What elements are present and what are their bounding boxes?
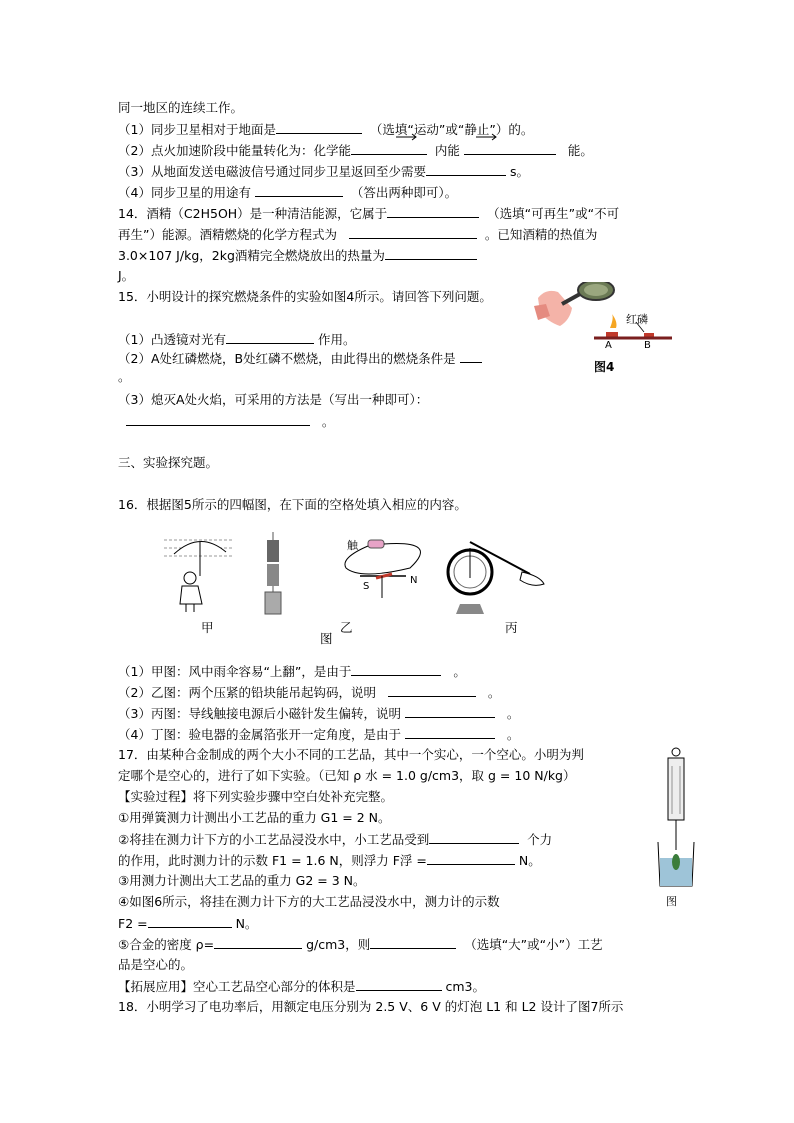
fig5-caption: 图 xyxy=(320,631,333,646)
fig4-red-phosphorus: 红磷 xyxy=(626,313,648,326)
answer-blank[interactable] xyxy=(351,142,427,155)
fig5-jia-label: 甲 xyxy=(201,620,214,635)
answer-blank[interactable] xyxy=(351,663,441,676)
q13-part1: （1）同步卫星相对于地面是 （选填“运动”或“静止”）的。 xyxy=(118,122,534,137)
answer-blank[interactable] xyxy=(214,936,302,949)
fig5-touch-label: 触 xyxy=(347,539,358,552)
q18-line1: 18．小明学习了电功率后，用额定电压分别为 2.5 V、6 V 的灯泡 L1 和 L2 设计了图7所示 xyxy=(118,999,624,1014)
q16-part2: （2）乙图：两个压紧的铅块能吊起钩码，说明 。 xyxy=(118,685,501,700)
fig5-yi-label: 乙 xyxy=(340,620,353,635)
answer-blank[interactable] xyxy=(426,163,506,176)
q15-part1: （1）凸透镜对光有 作用。 xyxy=(118,332,356,347)
answer-blank[interactable] xyxy=(460,350,482,363)
q17-step5: ⑤合金的密度 ρ= g/cm3，则 （选填“大”或“小”）工艺 xyxy=(118,937,603,952)
answer-blank[interactable] xyxy=(405,705,495,718)
fig5-bing-label: 丙 xyxy=(505,620,518,635)
q14-line1: 14．酒精（C2H5OH）是一种清洁能源，它属于 （选填“可再生”或“不可 xyxy=(118,206,620,221)
q13-part4: （4）同步卫星的用途有 （答出两种即可）。 xyxy=(118,185,458,200)
fig4-label-b: B xyxy=(644,340,651,351)
q15-part2: （2）A处红磷燃烧，B处红磷不燃烧，由此得出的燃烧条件是 xyxy=(118,350,482,367)
figure-6-spring-scale xyxy=(656,746,696,892)
lead-blocks-figure xyxy=(265,532,281,614)
q16-part4: （4）丁图：验电器的金属箔张开一定角度，是由于 。 xyxy=(118,727,520,742)
answer-blank[interactable] xyxy=(349,226,477,239)
q13-part2: （2）点火加速阶段中能量转化为：化学能 内能 能。 xyxy=(118,143,593,158)
q17-step1: ①用弹簧测力计测出小工艺品的重力 G1 = 2 N。 xyxy=(118,810,391,825)
q17-line3: 【实验过程】将下列实验步骤中空白处补充完整。 xyxy=(118,789,394,804)
q15-part3-answer: 。 xyxy=(126,413,334,430)
q17-step3: ③用测力计测出大工艺品的重力 G2 = 3 N。 xyxy=(118,873,366,888)
fig5-s-label: S xyxy=(363,581,370,592)
answer-blank[interactable] xyxy=(429,831,519,844)
arrow-decorations xyxy=(396,131,516,143)
answer-blank[interactable] xyxy=(464,142,556,155)
q17-step2b: 的作用，此时测力计的示数 F1 = 1.6 N，则浮力 F浮 = N。 xyxy=(118,853,541,868)
answer-blank[interactable] xyxy=(226,331,314,344)
q16-part1: （1）甲图：风中雨伞容易“上翻”，是由于 。 xyxy=(118,664,466,679)
answer-blank[interactable] xyxy=(148,915,232,928)
electroscope-figure xyxy=(448,542,544,614)
answer-blank[interactable] xyxy=(126,413,310,426)
answer-blank[interactable] xyxy=(385,247,477,260)
fig6-caption: 图 xyxy=(666,895,677,908)
answer-blank[interactable] xyxy=(370,936,456,949)
fig4-label-a: A xyxy=(605,340,612,351)
flame-icon xyxy=(610,314,617,328)
q15-part2-end: 。 xyxy=(118,369,131,384)
q17-step5b: 品是空心的。 xyxy=(118,957,194,972)
q15-title: 15．小明设计的探究燃烧条件的实验如图4所示。请回答下列问题。 xyxy=(118,289,492,304)
answer-blank[interactable] xyxy=(387,205,479,218)
fig4-caption: 图4 xyxy=(594,360,615,374)
q13-part3: （3）从地面发送电磁波信号通过同步卫星返回至少需要 s。 xyxy=(118,164,529,179)
answer-blank[interactable] xyxy=(388,684,476,697)
section-3-title: 三、实验探究题。 xyxy=(118,455,219,470)
q16-title: 16．根据图5所示的四幅图，在下面的空格处填入相应的内容。 xyxy=(118,497,467,512)
answer-blank[interactable] xyxy=(255,184,343,197)
q15-part3: （3）熄灭A处火焰，可采用的方法是（写出一种即可）： xyxy=(118,392,429,407)
q17-step4b: F2 = N。 xyxy=(118,916,258,931)
q17-step4: ④如图6所示，将挂在测力计下方的大工艺品浸没水中，测力计的示数 xyxy=(118,894,500,909)
answer-blank[interactable] xyxy=(276,121,362,134)
fig5-n-label: N xyxy=(410,575,418,586)
q14-line4: J。 xyxy=(118,268,135,283)
text-line: 同一地区的连续工作。 xyxy=(118,100,244,115)
umbrella-figure xyxy=(164,540,234,612)
q16-part3: （3）丙图：导线触接电源后小磁针发生偏转，说明 。 xyxy=(118,706,520,721)
q17-step2: ②将挂在测力计下方的小工艺品浸没水中，小工艺品受到 个力 xyxy=(118,832,553,847)
q14-line2: 再生”）能源。酒精燃烧的化学方程式为 。已知酒精的热值为 xyxy=(118,227,598,242)
answer-blank[interactable] xyxy=(427,852,515,865)
answer-blank[interactable] xyxy=(405,726,495,739)
q17-line2: 定哪个是空心的，进行了如下实验。（已知 ρ 水 = 1.0 g/cm3，取 g = 10 N/kg） xyxy=(118,768,576,783)
q17-extension: 【拓展应用】空心工艺品空心部分的体积是 cm3。 xyxy=(118,979,486,994)
craft-object-icon xyxy=(672,854,680,870)
q17-line1: 17．由某种合金制成的两个大小不同的工艺品，其中一个实心，一个空心。小明为判 xyxy=(118,747,584,762)
q14-line3: 3.0×107 J/kg，2kg酒精完全燃烧放出的热量为 xyxy=(118,247,477,264)
answer-blank[interactable] xyxy=(356,978,442,991)
